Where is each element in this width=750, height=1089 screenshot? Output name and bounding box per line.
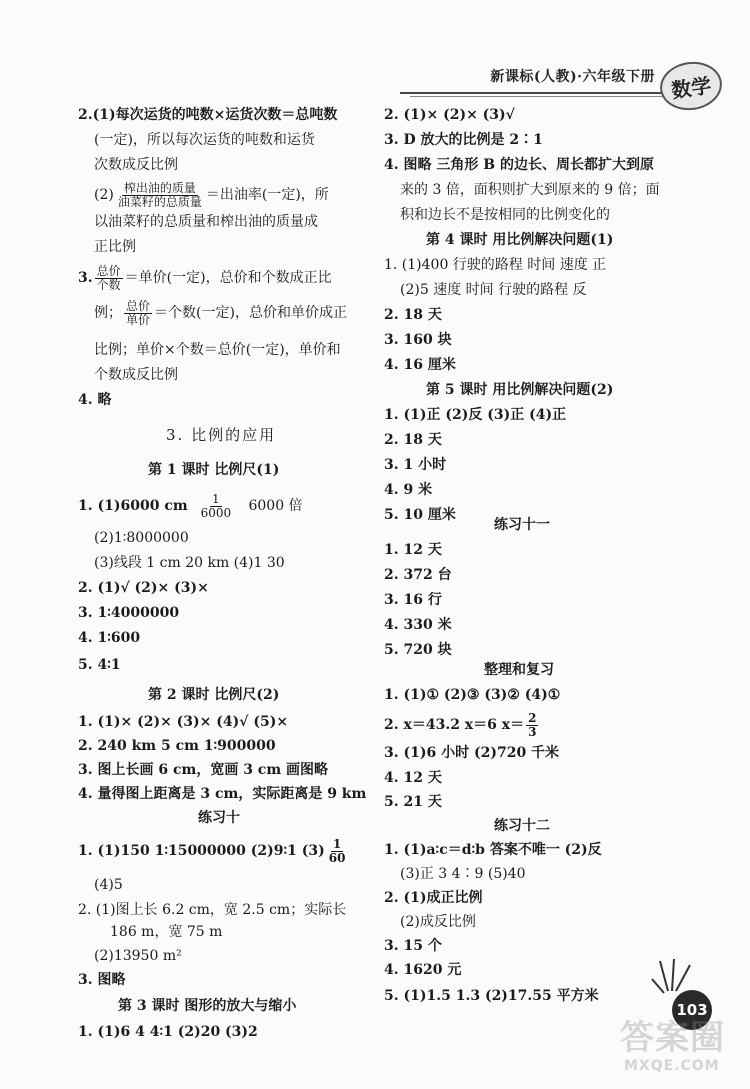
- answer-line-fraction: [78, 838, 349, 864]
- answer-line: 以油菜籽的总质量和榨出油的质量成: [94, 214, 318, 230]
- fraction: [124, 300, 152, 326]
- answer-line-fraction: [94, 300, 347, 326]
- answer-line: (2)成反比例: [400, 914, 476, 930]
- answer-text: ＝单价(一定)，总价和个数成正比: [124, 270, 332, 287]
- answer-text: 2. x＝43.2 x＝6 x＝: [384, 717, 525, 734]
- fraction: [327, 838, 348, 864]
- lesson-title: 第 5 课时 用比例解决问题(2): [426, 382, 614, 398]
- fraction: [526, 712, 538, 738]
- answer-text: ＝个数(一定)，总价和单价成正: [154, 305, 347, 322]
- answer-line: 积和边长不是按相同的比例变化的: [400, 207, 610, 223]
- page-number: 103: [672, 990, 712, 1030]
- fraction-numerator: 1: [332, 837, 342, 851]
- answer-line: 3. (1)6 小时 (2)720 千米: [384, 745, 560, 761]
- answer-line: 5. (1)1.5 1.3 (2)17.55 平方米: [384, 988, 599, 1004]
- lesson-title: 第 4 课时 用比例解决问题(1): [426, 232, 614, 248]
- answer-line: 4. 1620 元: [384, 962, 462, 978]
- review-title: 整理和复习: [484, 662, 554, 678]
- subject-badge: 数学: [657, 58, 725, 114]
- answer-line: 4. 量得图上距离是 3 cm，实际距离是 9 km: [78, 786, 367, 802]
- answer-line: 2. (1)成正比例: [384, 890, 483, 906]
- answer-line: 2. (1)图上长 6.2 cm，宽 2.5 cm；实际长: [78, 902, 347, 918]
- answer-line: 4. 1∶600: [78, 630, 141, 646]
- answer-text: 1. (1)6000 cm: [78, 498, 188, 515]
- fraction: [95, 265, 123, 291]
- fraction-denominator: 单价: [126, 312, 151, 327]
- answer-line: 2. 18 天: [384, 307, 442, 323]
- fraction-denominator: 6000: [200, 505, 232, 520]
- answer-line: 4. 12 天: [384, 770, 442, 786]
- exercise-title: 练习十: [198, 810, 240, 826]
- answer-line: 正比例: [94, 239, 136, 255]
- answer-line: 来的 3 倍，面积则扩大到原来的 9 倍；面: [400, 182, 660, 198]
- answer-line: 5. 21 天: [384, 794, 442, 810]
- fraction-denominator: 个数: [96, 277, 121, 292]
- answer-line: (4)5: [94, 877, 123, 893]
- fraction-numerator: 2: [528, 711, 537, 725]
- lesson-title: 第 3 课时 图形的放大与缩小: [118, 998, 297, 1014]
- answer-line-fraction: [94, 182, 329, 208]
- exercise-title: 练习十二: [494, 818, 550, 834]
- answer-line: 5. 4∶1: [78, 657, 121, 673]
- watermark-text: 答案圈: [620, 1018, 725, 1058]
- answer-line: 3. 1 小时: [384, 457, 447, 473]
- answer-text: 1. (1)150 1∶15000000 (2)9∶1 (3): [78, 843, 325, 860]
- answer-line: (2)5 速度 时间 行驶的路程 反: [400, 282, 587, 298]
- answer-line-fraction: [384, 712, 540, 738]
- fraction-numerator: 1: [212, 492, 220, 506]
- answer-line: (2)13950 m²: [94, 948, 182, 964]
- answer-line: 3. D 放大的比例是 2∶1: [384, 132, 543, 148]
- answer-line: 1. (1)a∶c＝d∶b 答案不唯一 (2)反: [384, 842, 602, 858]
- answer-line: 1. (1)× (2)× (3)× (4)√ (5)×: [78, 714, 289, 730]
- answer-line: 次数成反比例: [94, 157, 178, 173]
- answer-text: ＝出油率(一定)，所: [205, 187, 329, 204]
- answer-line: 5. 720 块: [384, 642, 452, 658]
- sparkle-icon: [650, 955, 700, 995]
- fraction-denominator: 60: [328, 850, 346, 865]
- answer-line: 个数成反比例: [94, 367, 178, 383]
- answer-line: (2)1∶8000000: [94, 530, 189, 546]
- answer-line: 4. 略: [78, 392, 112, 408]
- answer-line: 3. 16 行: [384, 592, 442, 608]
- answer-line: 3. 图略: [78, 972, 126, 988]
- header-title: 新课标(人教)·六年级下册: [490, 69, 655, 85]
- answer-line: 3. 1∶4000000: [78, 605, 180, 621]
- fraction: [199, 493, 234, 519]
- fraction-denominator: 3: [528, 724, 537, 739]
- fraction: [116, 182, 204, 208]
- fraction-numerator: 榨出油的质量: [123, 181, 196, 195]
- answer-line: 5. 10 厘米: [384, 507, 456, 523]
- exercise-title: 练习十一: [494, 517, 550, 533]
- answer-line: (3)线段 1 cm 20 km (4)1 30: [94, 555, 285, 571]
- answer-line-fraction: [78, 493, 303, 519]
- answer-line: (3)正 3 4∶9 (5)40: [400, 866, 526, 882]
- fraction-numerator: 总价: [126, 299, 151, 313]
- answer-line: 1. (1)400 行驶的路程 时间 速度 正: [384, 257, 607, 273]
- answer-line: 1. (1)正 (2)反 (3)正 (4)正: [384, 407, 567, 423]
- answer-line: 2. 372 台: [384, 567, 452, 583]
- fraction-denominator: 油菜籽的总质量: [117, 194, 202, 209]
- answer-line: 1. (1)① (2)③ (3)② (4)①: [384, 687, 561, 703]
- answer-line: 2.(1)每次运货的吨数×运货次数＝总吨数: [78, 107, 338, 123]
- answer-line-fraction: [78, 265, 332, 291]
- answer-text: 例；: [94, 305, 122, 322]
- watermark: [620, 1010, 745, 1084]
- section-title: 3. 比例的应用: [166, 426, 277, 444]
- answer-line: 比例；单价×个数＝总价(一定)，单价和: [94, 342, 341, 358]
- watermark-url: MXQE.COM: [624, 1058, 720, 1074]
- answer-text: 3.: [78, 270, 93, 287]
- lesson-title: 第 2 课时 比例尺(2): [148, 687, 280, 703]
- answer-line: 3. 160 块: [384, 332, 452, 348]
- answer-line: 1. 12 天: [384, 542, 442, 558]
- answer-line: 2. 240 km 5 cm 1∶900000: [78, 738, 276, 754]
- fraction-numerator: 总价: [96, 264, 121, 278]
- answer-text: 6000 倍: [248, 498, 303, 515]
- answer-line: 4. 16 厘米: [384, 357, 456, 373]
- answer-text: (2): [94, 187, 114, 204]
- header-rule: [400, 92, 690, 94]
- answer-line: 2. (1)√ (2)× (3)×: [78, 580, 209, 596]
- header-rule-thin: [410, 96, 690, 97]
- answer-line: 2. (1)× (2)× (3)√: [384, 107, 515, 123]
- answer-line: 3. 15 个: [384, 938, 442, 954]
- answer-line: 4. 9 米: [384, 482, 433, 498]
- lesson-title: 第 1 课时 比例尺(1): [148, 462, 280, 478]
- answer-line: 2. 18 天: [384, 432, 442, 448]
- answer-line: 3. 图上长画 6 cm，宽画 3 cm 画图略: [78, 762, 329, 778]
- answer-line: 4. 图略 三角形 B 的边长、周长都扩大到原: [384, 157, 654, 173]
- answer-line: 1. (1)6 4 4∶1 (2)20 (3)2: [78, 1024, 258, 1040]
- answer-line: 186 m，宽 75 m: [110, 924, 223, 940]
- answer-line: (一定)，所以每次运货的吨数和运货: [94, 132, 315, 148]
- answer-line: 4. 330 米: [384, 617, 452, 633]
